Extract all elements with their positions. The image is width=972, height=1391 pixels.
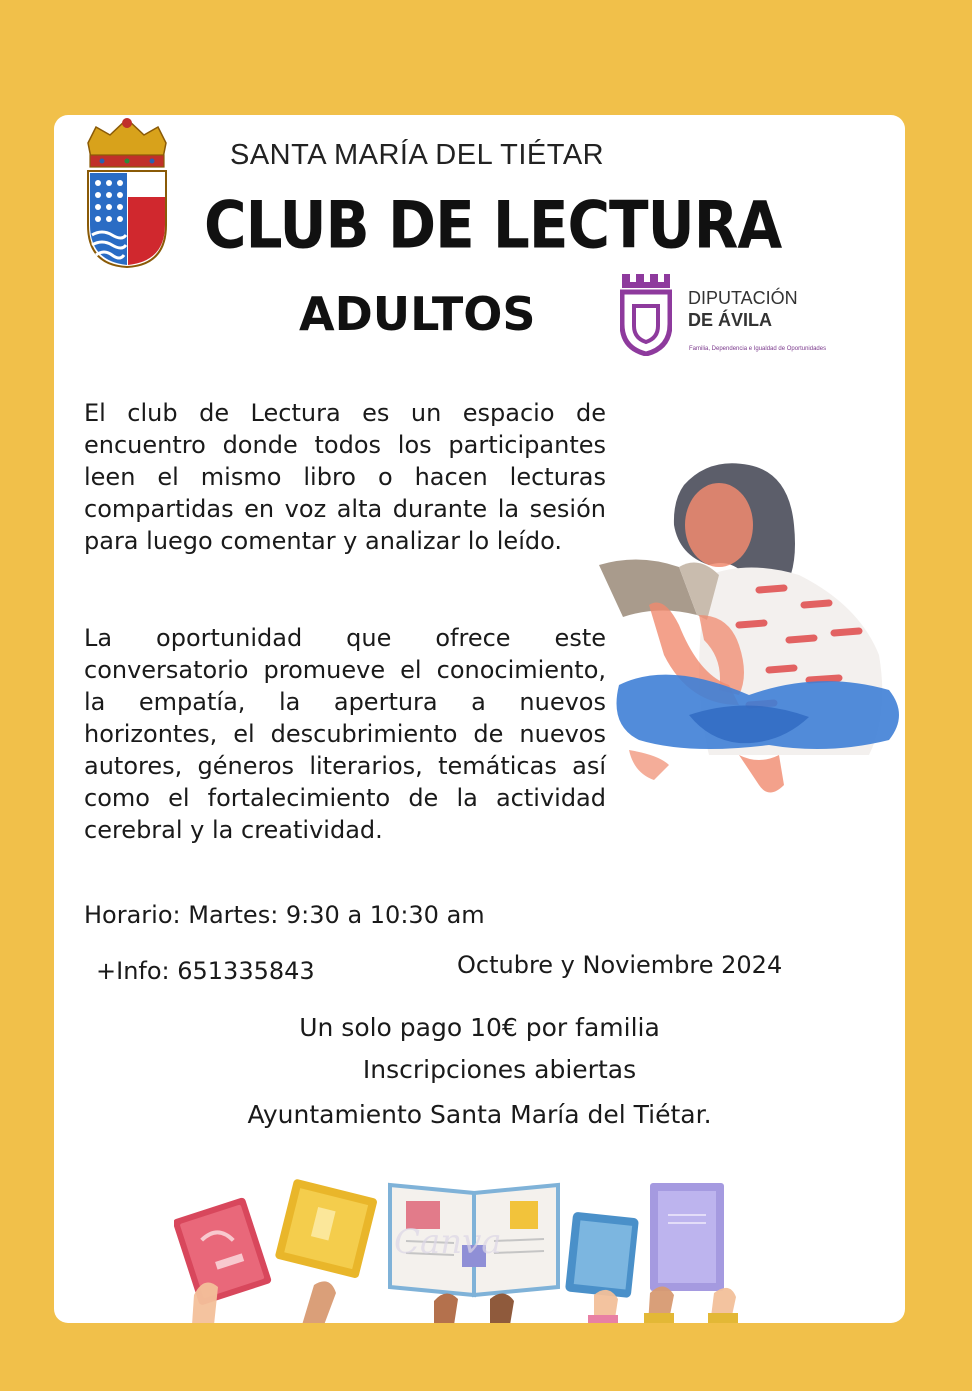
purple-book-icon <box>650 1183 724 1291</box>
yellow-book-icon <box>275 1178 378 1278</box>
description-paragraph-2: La oportunidad que ofrece este conversatorio promueve el conocimiento, la empatía, la apertura a nuevos horizontes, el descubrimiento de nuevos autores, géneros literarios, temáticas así como el fortalecimiento de la actividad cerebral y la creatividad. <box>84 624 606 844</box>
description-paragraph-1: El club de Lectura es un espacio de encuentro donde todos los participantes leen el mismo libro o hacen lecturas compartidas en voz alta durante la sesión para luego comentar y analizar lo leído. <box>84 399 606 555</box>
registration-text: Inscripciones abiertas <box>362 1055 637 1084</box>
diputacion-line1: DIPUTACIÓN <box>688 288 798 308</box>
coat-of-arms-icon <box>82 115 172 270</box>
town-name: SANTA MARÍA DEL TIÉTAR <box>230 139 605 171</box>
page-subtitle: ADULTOS <box>299 287 536 341</box>
diputacion-name <box>688 287 798 331</box>
diputacion-tagline: Familia, Dependencia e Igualdad de Oportunidades <box>689 346 827 352</box>
watermark-text: Canva <box>394 1222 502 1262</box>
page-title: CLUB DE LECTURA <box>204 187 782 264</box>
info-phone-text: +Info: 651335843 <box>96 957 315 985</box>
red-book-icon <box>174 1197 272 1306</box>
books-hands-illustration <box>174 1175 794 1323</box>
payment-text: Un solo pago 10€ por familia <box>299 1013 660 1042</box>
reading-woman-illustration <box>589 455 905 855</box>
dates-text: Octubre y Noviembre 2024 <box>457 951 783 979</box>
diputacion-line2: DE ÁVILA <box>688 310 773 330</box>
blue-book-icon <box>565 1212 639 1298</box>
poster-card <box>54 115 905 1323</box>
schedule-text: Horario: Martes: 9:30 a 10:30 am <box>84 901 485 929</box>
diputacion-logo-icon <box>620 272 672 356</box>
location-text: Ayuntamiento Santa María del Tiétar. <box>247 1100 712 1129</box>
